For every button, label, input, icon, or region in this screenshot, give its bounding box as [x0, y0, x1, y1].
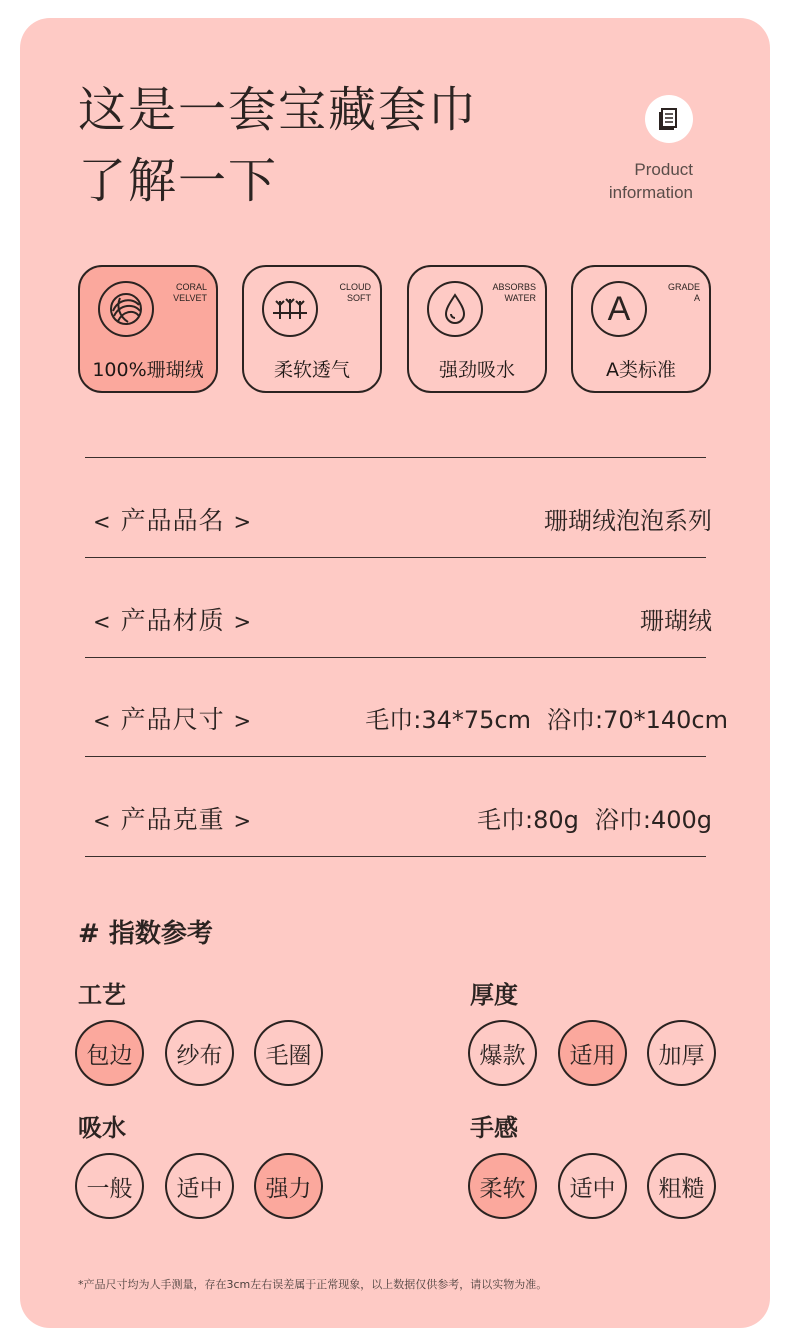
spec-value: 珊瑚绒泡泡系列 [544, 507, 712, 535]
option-feel-1[interactable]: 适中 [558, 1153, 627, 1219]
group-title-feel: 手感 [470, 1114, 518, 1142]
footnote: *产品尺寸均为人手测量，存在3cm左右误差属于正常现象，以上数据仅供参考，请以实物为准。 [78, 1278, 548, 1291]
feature-card-absorbs-water [407, 265, 547, 393]
option-feel-2[interactable]: 粗糙 [647, 1153, 716, 1219]
divider [85, 457, 706, 458]
page-subtitle: 了解一下 [78, 153, 279, 209]
option-thickness-2[interactable]: 加厚 [647, 1020, 716, 1086]
book-icon [645, 95, 693, 143]
option-thickness-0[interactable]: 爆款 [468, 1020, 537, 1086]
option-absorbency-1[interactable]: 适中 [165, 1153, 234, 1219]
page-title: 这是一套宝藏套巾 [78, 82, 479, 138]
info-card [20, 18, 770, 1328]
feature-tag: CLOUD SOFT [339, 282, 371, 303]
feature-card-cloud-soft [242, 265, 382, 393]
spec-value: 毛巾:34*75cm 浴巾:70*140cm [365, 706, 728, 734]
feature-tag: CORAL VELVET [173, 282, 207, 303]
feature-label: A类标准 [606, 359, 676, 381]
option-craft-0[interactable]: 包边 [75, 1020, 144, 1086]
spec-label: < 产品尺寸 > [93, 705, 253, 734]
option-absorbency-2[interactable]: 强力 [254, 1153, 323, 1219]
spec-value: 毛巾:80g 浴巾:400g [477, 806, 712, 834]
group-title-craft: 工艺 [78, 981, 126, 1009]
spec-value: 珊瑚绒 [640, 607, 712, 635]
option-absorbency-0[interactable]: 一般 [75, 1153, 144, 1219]
feature-label: 强劲吸水 [438, 359, 515, 381]
spec-label: < 产品克重 > [93, 805, 253, 834]
spec-row-weight [85, 800, 712, 840]
spec-label: < 产品品名 > [93, 506, 253, 535]
feature-label: 100%珊瑚绒 [92, 359, 204, 381]
product-info-label [609, 158, 693, 204]
divider [85, 856, 706, 857]
group-title-thickness: 厚度 [470, 981, 518, 1009]
feature-tag: ABSORBS WATER [492, 282, 536, 303]
feature-label: 柔软透气 [273, 359, 350, 381]
grade-a-letter: A [607, 289, 631, 328]
option-craft-1[interactable]: 纱布 [165, 1020, 234, 1086]
spec-label: < 产品材质 > [93, 606, 253, 635]
spec-row-name [85, 501, 712, 541]
section-title: # 指数参考 [78, 919, 213, 949]
feature-tag: GRADE A [667, 282, 700, 303]
divider [85, 557, 706, 558]
divider [85, 657, 706, 658]
spec-row-size [85, 700, 728, 740]
feature-card-grade-a [571, 265, 711, 393]
feature-card-coral-velvet [78, 265, 218, 393]
product-info-line1: Product [634, 160, 693, 179]
divider [85, 756, 706, 757]
option-craft-2[interactable]: 毛圈 [254, 1020, 323, 1086]
option-thickness-1[interactable]: 适用 [558, 1020, 627, 1086]
product-info-line2: information [608, 183, 693, 202]
group-title-absorbency: 吸水 [78, 1114, 126, 1142]
option-feel-0[interactable]: 柔软 [468, 1153, 537, 1219]
spec-row-material [85, 601, 712, 641]
